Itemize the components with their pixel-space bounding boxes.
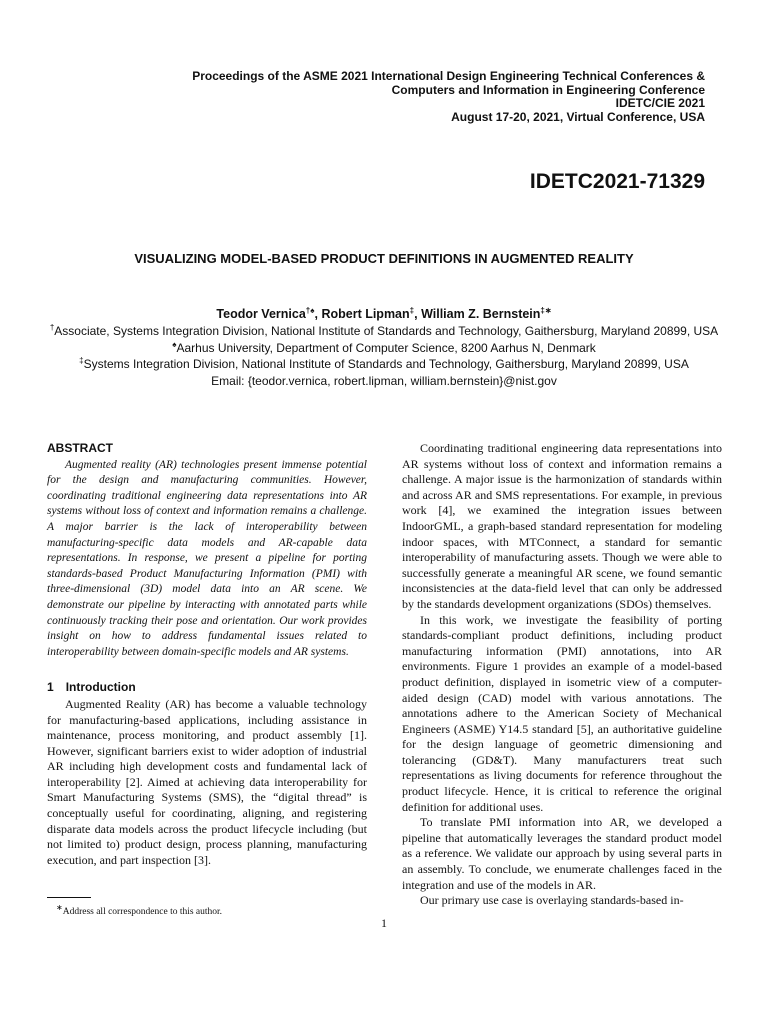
author-separator: , [314,307,322,321]
affiliation-mark: † [49,323,55,332]
author-name: William Z. Bernstein [421,307,541,321]
paper-id: IDETC2021-71329 [529,170,705,193]
affiliation-line [0,323,768,340]
email-line: Email: {teodor.vernica, robert.lipman, william.bernstein}@nist.gov [211,373,557,388]
footnote-text: Address all correspondence to this author. [62,907,223,917]
affiliation-text: Systems Integration Division, National Institute of Standards and Technology, Gaithersburg, Maryland 20899, USA [83,357,689,371]
body-paragraph: To translate PMI information into AR, we developed a pipeline that automatically leverages the standard product model as a reference. We validate our approach by using several parts in an assembly. To conclude, we enumerate challenges faced in the integration and use of the models in AR. [402,815,722,892]
affiliation-mark: ♠ [172,339,177,349]
footnote-mark: ∗ [56,902,63,912]
author-name: Robert Lipman [321,307,410,321]
left-column [47,441,367,868]
section-number: 1 [47,680,54,695]
author-marks: ‡∗ [540,305,552,315]
introduction-paragraph: Augmented Reality (AR) has become a valuable technology for manufacturing-based applications, including assistance in maintenance, process monitoring, and product assembly [1]. However, significant barriers exist to wider adoption of industrial AR including high development costs and fundamental lack of interoperability [2]. Aimed at achieving data interoperability for Smart Manufacturing Systems (SMS), the “digital thread” is conceptually useful for coordinating, aligning, and registering disparate data models across the product lifecycle including (but not limited to) product design, process planning, manufacturing execution, and part inspection [3]. [47,696,367,867]
footnote-rule [47,897,91,898]
proceedings-line: August 17-20, 2021, Virtual Conference, USA [451,109,705,124]
body-paragraph: Coordinating traditional engineering data representations into AR systems without loss of context and information remains a challenge. A major issue is the harmonization of standards within and across AR and SMS representations. For example, in previous work [4], we examined the integration issues between IndoorGML, a graph-based standard representation for modeling indoor spaces, with MTConnect, a standard for semantic interoperability of manufacturing assets. Though we were able to successfully generate a meaningful AR scene, we found semantic inconsistencies at the data-field level that can only be addressed by the standards development organizations (SDOs) themselves. [402,441,722,611]
author-list [0,307,768,321]
affiliation-mark: ‡ [79,356,84,365]
page-number: 1 [381,916,387,930]
author-marks: †♠ [305,305,315,315]
proceedings-header [65,70,705,124]
body-paragraph: In this work, we investigate the feasibility of porting standards-compliant product definitions, including product manufacturing information (PMI) annotations, into AR environments. Figure 1 provides an example of a model-based product definition, displayed in isometric view of a computer-aided design (CAD) model with various annotations. The annotations adhere to the American Society of Mechanical Engineers (ASME) Y14.5 standard [5], an authoritative guideline for the design language of geometric dimensioning and tolerancing (GD&T). Many manufacturers treat such representations as living documents for reference throughout the product lifecycle. Hence, it is critical to reference the original definition for additional uses. [402,612,722,814]
affiliation-line [0,340,768,357]
author-name: Teodor Vernica [216,307,306,321]
body-paragraph: Our primary use case is overlaying standards-based in- [420,893,684,908]
proceedings-line: Computers and Information in Engineering Conference [391,82,705,97]
abstract-text: Augmented reality (AR) technologies present immense potential for the design and manufacturing communities. However, coordinating traditional engineering data representations into AR systems without loss of context and information remains a challenge. A major barrier is the lack of interoperability between manufacturing-specific data models and AR-capable data representations. In response, we present a pipeline for porting standards-based Product Manufacturing Information (PMI) with three-dimensional (3D) model data into an AR scene. We demonstrate our pipeline by interacting with annotated parts while continuously tracking their pose and orientation. Our work provides insight on how to address fundamental issues related to interoperability between domain-specific models and AR systems. [47,458,367,658]
affiliation-text: Aarhus University, Department of Computer Science, 8200 Aarhus N, Denmark [176,340,596,355]
proceedings-line: Proceedings of the ASME 2021 International Design Engineering Technical Conferences & [192,69,705,83]
paper-title: VISUALIZING MODEL-BASED PRODUCT DEFINITIONS IN AUGMENTED REALITY [134,251,634,266]
abstract-heading: ABSTRACT [47,441,113,455]
author-separator: , [414,307,422,321]
affiliations [0,323,768,389]
affiliation-text: Associate, Systems Integration Division, National Institute of Standards and Technology, Gaithersburg, Maryland 20899, USA [54,324,719,338]
author-marks: ‡ [409,305,415,315]
right-column [402,441,722,909]
section-title: Introduction [65,680,136,695]
introduction-heading [47,680,367,696]
proceedings-line: IDETC/CIE 2021 [615,96,705,110]
affiliation-line [0,356,768,373]
